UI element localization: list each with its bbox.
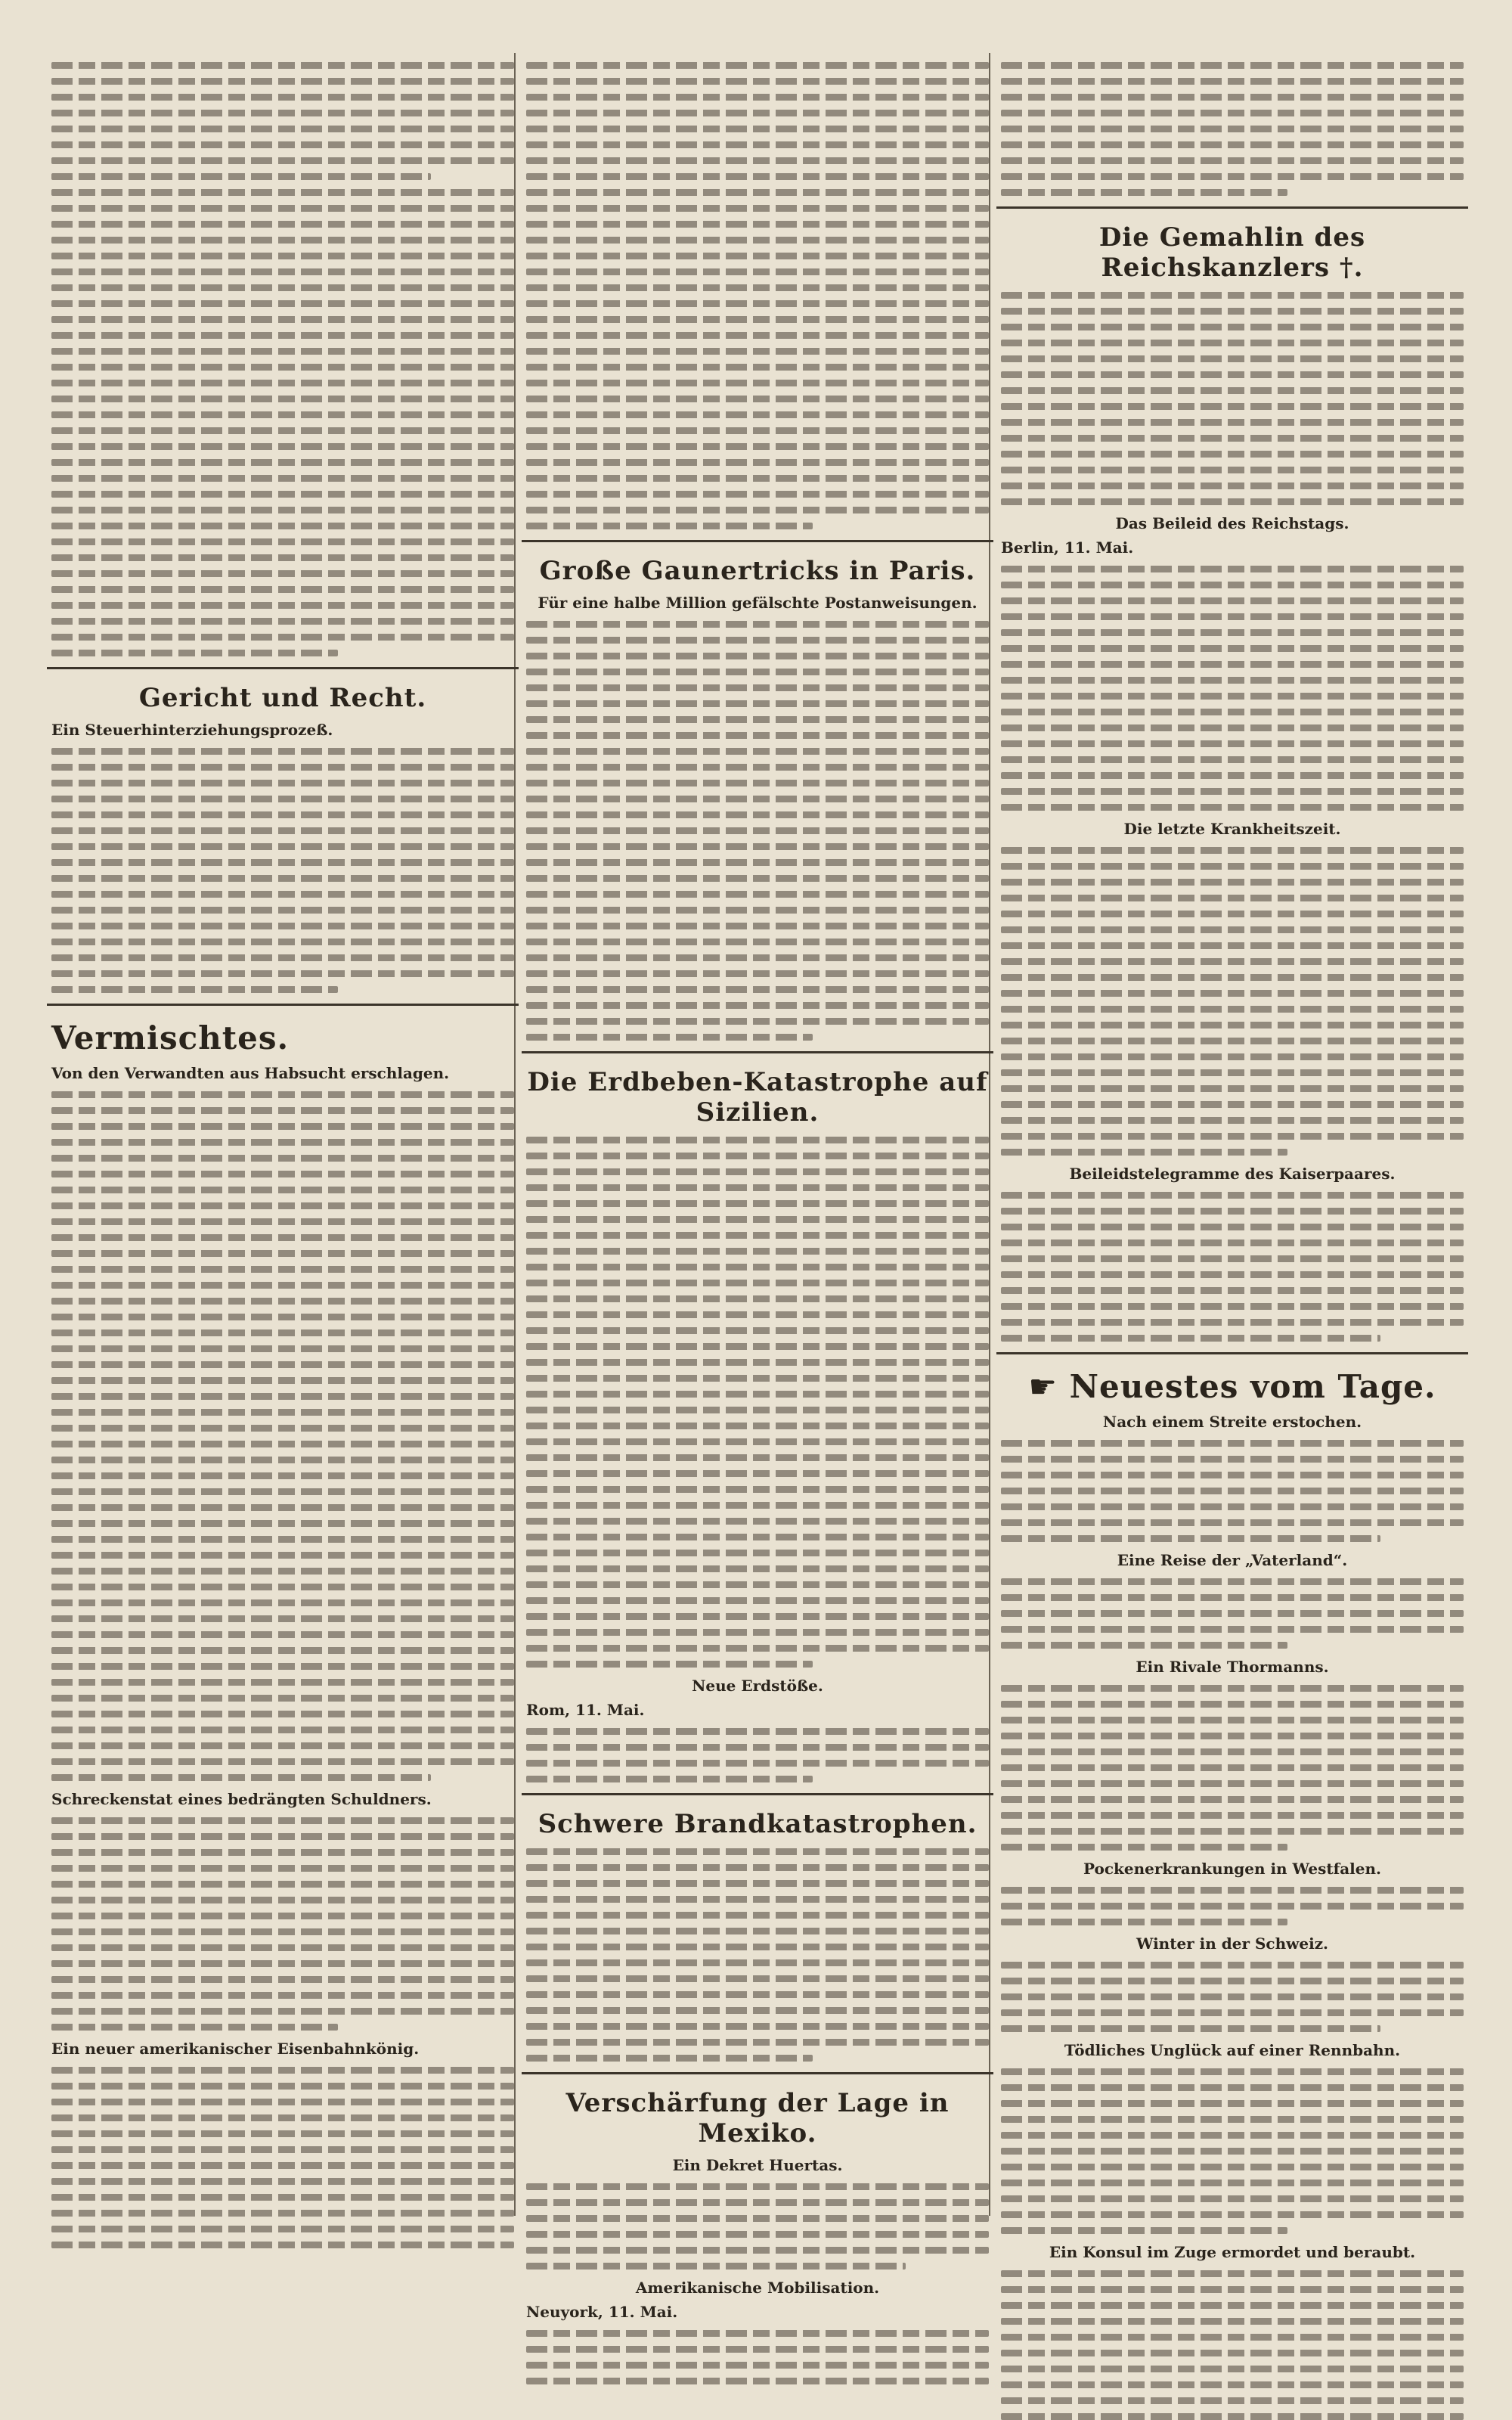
article-mexiko — [526, 2183, 989, 2384]
subheading-krankheit: Die letzte Krankheitszeit. — [1123, 820, 1341, 838]
article-gemahlin — [1001, 292, 1464, 1342]
subheading-neue-erdstoesse: Neue Erdstöße. — [692, 1677, 823, 1695]
article-brand — [526, 1848, 989, 2062]
subheading-mobilisation: Amerikanische Mobilisation. — [635, 2279, 880, 2297]
heading-gericht: Gericht und Recht. — [138, 683, 427, 713]
lead-neuyork: Neuyork, 11. Mai. — [526, 2303, 678, 2321]
heading-neuestes — [996, 1368, 1468, 1405]
article-neuestes — [1001, 1413, 1464, 2420]
section-rule — [522, 540, 993, 542]
subheading-konsul: Ein Konsul im Zuge ermordet und beraubt. — [1049, 2243, 1416, 2261]
lead-vermischtes: Von den Verwandten aus Habsucht erschlagen. — [51, 1064, 450, 1082]
subheading-gaunertricks: Für eine halbe Million gefälschte Postanweisungen. — [538, 594, 978, 612]
subheading-beileidstelegramme: Beileidstelegramme des Kaiserpaares. — [1069, 1165, 1396, 1183]
section-rule — [47, 1004, 519, 1006]
subheading-winter: Winter in der Schweiz. — [1136, 1934, 1329, 1953]
heading-gemahlin: Die Gemahlin des Reichskanzlers †. — [1098, 222, 1366, 283]
column-middle — [522, 53, 993, 2321]
article-continuation — [1001, 62, 1464, 196]
section-rule — [996, 206, 1468, 209]
lead-gericht: Ein Steuerhinterziehungsprozeß. — [51, 721, 333, 739]
subheading-rennbahn: Tödliches Unglück auf einer Rennbahn. — [1064, 2041, 1401, 2059]
heading-vermischtes: Vermischtes. — [51, 1019, 290, 1056]
heading-gaunertricks: Große Gaunertricks in Paris. — [539, 556, 976, 586]
heading-mexiko: Verschärfung der Lage in Mexiko. — [565, 2088, 950, 2149]
section-rule — [996, 1352, 1468, 1354]
section-rule — [522, 1793, 993, 1795]
article-continuation — [526, 62, 989, 529]
article-gaunertricks — [526, 621, 989, 1041]
lead-eisenbahnkoenig: Ein neuer amerikanischer Eisenbahnkönig. — [51, 2040, 420, 2058]
article-vermischtes — [51, 1064, 514, 2248]
subheading-vaterland: Eine Reise der „Vaterland“. — [1117, 1551, 1348, 1569]
subheading-rivale: Ein Rivale Thormanns. — [1136, 1658, 1329, 1676]
column-left — [47, 53, 519, 2216]
article-continuation — [51, 62, 514, 656]
column-right — [996, 53, 1468, 2261]
heading-brand: Schwere Brandkatastrophen. — [538, 1809, 978, 1839]
section-rule — [522, 2072, 993, 2074]
article-erdbeben — [526, 1137, 989, 1782]
hand-pointer-icon: ☛ — [1028, 1368, 1058, 1405]
lead-rom: Rom, 11. Mai. — [526, 1701, 645, 1719]
subheading-pocken: Pockenerkrankungen in Westfalen. — [1083, 1860, 1381, 1878]
section-rule — [522, 1051, 993, 1053]
section-rule — [47, 667, 519, 669]
subheading-mexiko: Ein Dekret Huertas. — [672, 2156, 843, 2174]
subheading-streit: Nach einem Streite erstochen. — [1102, 1413, 1362, 1431]
heading-erdbeben: Die Erdbeben-Katastrophe auf Sizilien. — [527, 1067, 988, 1128]
article-gericht — [51, 721, 514, 993]
heading-neuestes-text: Neuestes vom Tage. — [1069, 1368, 1436, 1405]
lead-berlin: Berlin, 11. Mai. — [1001, 538, 1134, 557]
lead-schreckenstat: Schreckenstat eines bedrängten Schuldners. — [51, 1790, 432, 1808]
subheading-beileid: Das Beileid des Reichstags. — [1115, 514, 1349, 532]
